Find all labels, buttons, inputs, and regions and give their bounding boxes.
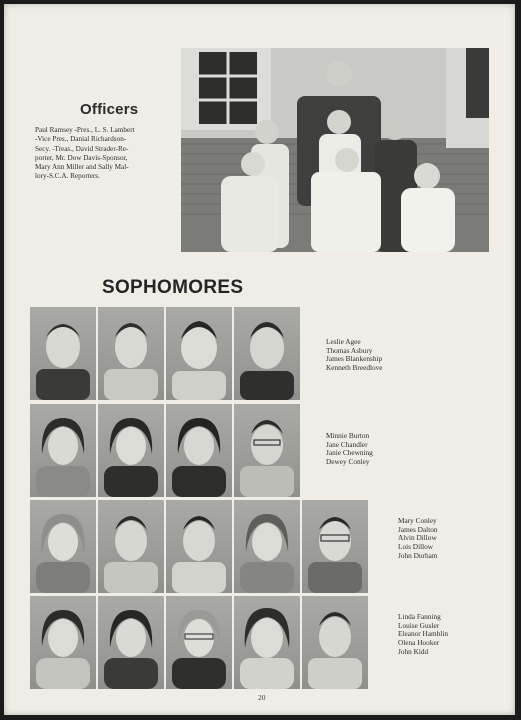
student-name: Thomas Asbury [326, 345, 373, 355]
student-portrait [166, 307, 232, 400]
student-portrait [98, 307, 164, 400]
student-portrait [234, 307, 300, 400]
student-name: Leslie Agee [326, 337, 361, 346]
student-name: John Kidd [398, 646, 429, 656]
student-portrait [234, 596, 300, 689]
student-name: Louise Gusler [398, 620, 440, 630]
yearbook-page [4, 4, 515, 715]
sophomore-names-row-4 [398, 613, 448, 657]
student-name: Kenneth Breedlove [326, 363, 383, 373]
student-name: Alvin Dillow [398, 533, 437, 543]
student-portrait [166, 500, 232, 593]
student-portrait [234, 404, 300, 497]
officers-caption [35, 126, 170, 182]
student-portrait [302, 500, 368, 593]
student-portrait [30, 596, 96, 689]
sophomore-names-row-2 [326, 432, 373, 467]
student-portrait [302, 596, 368, 689]
student-portrait [166, 404, 232, 497]
officers-photo-illustration [181, 48, 489, 252]
student-portrait [98, 404, 164, 497]
student-name: James Dalton [398, 524, 438, 534]
page-number: 20 [258, 693, 266, 702]
sophomore-names-row-3 [398, 517, 438, 561]
officers-caption-line: lory-S.C.A. Reporters. [35, 172, 100, 181]
student-name: Mary Conley [398, 516, 437, 525]
student-portrait [166, 596, 232, 689]
officers-caption-line: Mary Ann Miller and Sally Mal- [35, 163, 129, 172]
officers-caption-line: Paul Ramsey -Pres., L. S. Lambert [35, 126, 135, 134]
student-name: Minnie Burton [326, 431, 370, 440]
sophomores-heading: SOPHOMORES [102, 277, 244, 298]
student-name: Janie Chewning [326, 448, 373, 458]
student-portrait [30, 500, 96, 593]
student-name: Jane Chandler [326, 439, 368, 449]
student-name: Dewey Conley [326, 457, 370, 467]
student-name: Lois Dillow [398, 542, 434, 552]
student-name: James Blankenship [326, 354, 383, 364]
student-portrait [234, 500, 300, 593]
officers-caption-line: -Vice Pres., Danial Richardson- [35, 135, 127, 144]
student-name: Eleanor Hamblin [398, 629, 449, 639]
student-portrait [30, 404, 96, 497]
officers-caption-line: Secy. -Treas., David Strader-Re- [35, 144, 129, 153]
student-portrait [30, 307, 96, 400]
sophomore-names-row-1 [326, 338, 383, 373]
officers-group-photo [181, 48, 489, 252]
student-name: John Durham [398, 550, 438, 560]
student-name: Olena Hooker [398, 638, 440, 648]
student-name: Linda Fanning [398, 612, 441, 621]
student-portrait [98, 596, 164, 689]
officers-heading: Officers [80, 101, 139, 118]
officers-caption-line: porter, Mr. Dow Davis-Sponsor, [35, 153, 128, 162]
student-portrait [98, 500, 164, 593]
